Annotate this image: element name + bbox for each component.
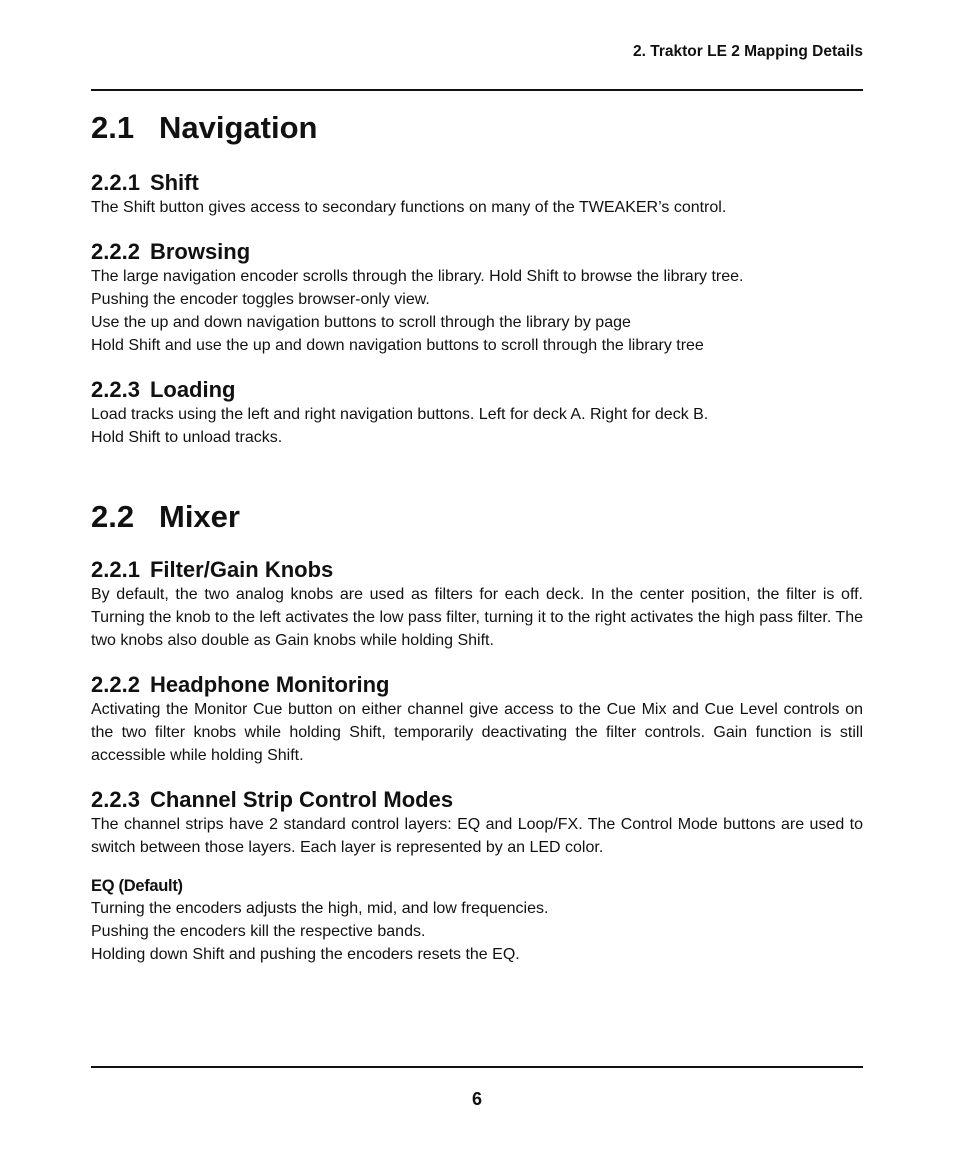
minor-heading: EQ (Default) xyxy=(91,877,183,895)
subsection-shift xyxy=(91,170,863,219)
page-number: 6 xyxy=(471,1089,482,1109)
section-number: 2.2 xyxy=(91,499,135,534)
subsection-number: 2.2.3 xyxy=(91,377,140,402)
subsection-heading xyxy=(91,557,863,583)
subsection-channel-strip xyxy=(91,787,863,966)
body-line: Load tracks using the left and right navigation buttons. Left for deck A. Right for deck B. xyxy=(91,406,709,423)
subsection-title: Shift xyxy=(149,170,199,195)
section-heading-navigation xyxy=(91,106,863,150)
body-line: The Shift button gives access to secondary functions on many of the TWEAKER’s control. xyxy=(91,199,727,216)
subsection-heading xyxy=(91,170,863,196)
page-content xyxy=(91,106,863,986)
subsection-number: 2.2.1 xyxy=(91,557,140,582)
body-line: Turning the encoders adjusts the high, mid, and low frequencies. xyxy=(91,900,549,917)
body-line: The large navigation encoder scrolls through the library. Hold Shift to browse the library tree. xyxy=(91,268,744,285)
body-paragraph: The channel strips have 2 standard control layers: EQ and Loop/FX. The Control Mode buttons are used to switch between those layers. Each layer is represented by an LED color. xyxy=(91,816,863,856)
body-line: Pushing the encoder toggles browser-only view. xyxy=(91,291,430,308)
section-heading-mixer xyxy=(91,495,863,539)
subsection-title: Filter/Gain Knobs xyxy=(149,557,334,582)
body-line: Use the up and down navigation buttons to scroll through the library by page xyxy=(91,314,631,331)
body-line: Holding down Shift and pushing the encoders resets the EQ. xyxy=(91,946,520,963)
subsection-heading xyxy=(91,787,863,813)
subsection-number: 2.2.1 xyxy=(91,170,140,195)
section-title: Navigation xyxy=(159,110,318,145)
body-line: Hold Shift and use the up and down navigation buttons to scroll through the library tree xyxy=(91,337,704,354)
subsection-heading xyxy=(91,377,863,403)
subsection-number: 2.2.3 xyxy=(91,787,140,812)
subsection-title: Headphone Monitoring xyxy=(149,672,390,697)
body-line: Pushing the encoders kill the respective bands. xyxy=(91,923,426,940)
subsection-title: Loading xyxy=(149,377,236,402)
subsection-filter-gain xyxy=(91,557,863,652)
subsection-headphone xyxy=(91,672,863,767)
footer-rule xyxy=(91,1066,863,1068)
running-header: 2. Traktor LE 2 Mapping Details xyxy=(633,43,863,60)
subsection-number: 2.2.2 xyxy=(91,672,140,697)
subsection-number: 2.2.2 xyxy=(91,239,140,264)
subsection-browsing xyxy=(91,239,863,357)
subsection-title: Channel Strip Control Modes xyxy=(149,787,454,812)
body-paragraph: By default, the two analog knobs are used as filters for each deck. In the center position, the filter is off. Turning the knob to the left activates the low pass filter, turning it to the right activates the high pass filter. The two knobs also double as Gain knobs while holding Shift. xyxy=(91,586,863,649)
body-line: Hold Shift to unload tracks. xyxy=(91,429,283,446)
header-rule xyxy=(91,89,863,91)
body-paragraph: Activating the Monitor Cue button on either channel give access to the Cue Mix and Cue Level controls on the two filter knobs while holding Shift, temporarily deactivating the filter controls. Gain function is still accessible while holding Shift. xyxy=(91,701,863,764)
section-title: Mixer xyxy=(159,499,240,534)
subsection-loading xyxy=(91,377,863,449)
subsection-title: Browsing xyxy=(149,239,251,264)
subsection-heading xyxy=(91,239,863,265)
eq-default-block xyxy=(91,875,863,966)
subsection-heading xyxy=(91,672,863,698)
section-number: 2.1 xyxy=(91,110,135,145)
